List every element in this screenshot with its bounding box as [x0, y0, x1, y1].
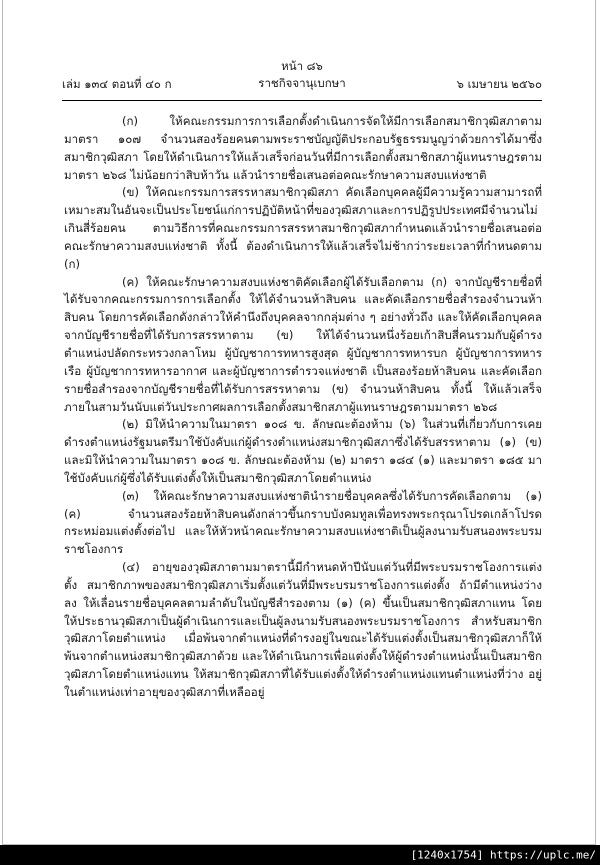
body-paragraph: (ค) ให้คณะรักษาความสงบแห่งชาติคัดเลือกผู้ได้รับเลือกตาม (ก) จากบัญชีรายชื่อที่ได้รับจากคณะกรรมการการเลือกตั้ง ให้ได้จำนวนห้าสิบคน และคัดเลือกรายชื่อสำรองจำนวนห้าสิบคน โดยการคัดเลือกดังกล่าวให้คำนึงถึงบุคคลจากกลุ่มต่าง ๆ อย่างทั่วถึง และให้คัดเลือกบุคคลจากบัญชีรายชื่อที่ได้รับการสรรหาตาม (ข) ให้ได้จำนวนหนึ่งร้อยเก้าสิบสี่คนรวมกับผู้ดำรงตำแหน่งปลัดกระทรวงกลาโหม ผู้บัญชาการทหารสูงสุด ผู้บัญชาการทหารบก ผู้บัญชาการทหารเรือ ผู้บัญชาการทหารอากาศ และผู้บัญชาการตำรวจแห่งชาติ เป็นสองร้อยห้าสิบคน และคัดเลือกรายชื่อสำรองจากบัญชีรายชื่อที่ได้รับการสรรหาตาม (ข) จำนวนห้าสิบคน ทั้งนี้ ให้แล้วเสร็จภายในสามวันนับแต่วันประกาศผลการเลือกตั้งสมาชิกสภาผู้แทนราษฎรตามมาตรา ๒๖๘: [64, 274, 542, 414]
volume-issue-label: เล่ม ๑๓๔ ตอนที่ ๔๐ ก: [62, 77, 172, 91]
header-divider-rule: [62, 100, 542, 101]
page-number-label: หน้า ๘๖: [281, 59, 323, 73]
body-paragraph: (๓) ให้คณะรักษาความสงบแห่งชาตินำรายชื่อบุคคลซึ่งได้รับการคัดเลือกตาม (๑) (ค) จำนวนสองร้อยห้าสิบคนดังกล่าวขึ้นกราบบังคมทูลเพื่อทรงพระกรุณาโปรดเกล้าโปรดกระหม่อมแต่งตั้งต่อไป และให้หัวหน้าคณะรักษาความสงบแห่งชาติเป็นผู้ลงนามรับสนองพระบรมราชโองการ: [64, 488, 542, 557]
body-paragraph: (๔) อายุของวุฒิสภาตามมาตรานี้มีกำหนดห้าปีนับแต่วันที่มีพระบรมราชโองการแต่งตั้ง สมาชิกภาพของสมาชิกวุฒิสภาเริ่มตั้งแต่วันที่มีพระบรมราชโองการแต่งตั้ง ถ้ามีตำแหน่งว่างลง ให้เลื่อนรายชื่อบุคคลตามลำดับในบัญชีสำรองตาม (๑) (ค) ขึ้นเป็นสมาชิกวุฒิสภาแทน โดยให้ประธานวุฒิสภาเป็นผู้ดำเนินการและเป็นผู้ลงนามรับสนองพระบรมราชโองการ สำหรับสมาชิกวุฒิสภาโดยตำแหน่ง เมื่อพ้นจากตำแหน่งที่ดำรงอยู่ในขณะได้รับแต่งตั้งเป็นสมาชิกวุฒิสภาก็ให้พ้นจากตำแหน่งสมาชิกวุฒิสภาด้วย และให้ดำเนินการเพื่อแต่งตั้งให้ผู้ดำรงตำแหน่งนั้นเป็นสมาชิกวุฒิสภาโดยตำแหน่งแทน ให้สมาชิกวุฒิสภาที่ได้รับแต่งตั้งให้ดำรงตำแหน่งแทนตำแหน่งที่ว่าง อยู่ในตำแหน่งเท่าอายุของวุฒิสภาที่เหลืออยู่: [64, 560, 542, 699]
document-body-text: [64, 113, 542, 702]
publication-date-label: ๖ เมษายน ๒๕๖๐: [456, 77, 542, 91]
gazette-title: ราชกิจจานุเบกษา: [258, 75, 346, 90]
document-page: [2, 0, 596, 845]
body-paragraph: (ข) ให้คณะกรรมการสรรหาสมาชิกวุฒิสภา คัดเลือกบุคคลผู้มีความรู้ความสามารถที่เหมาะสมในอันจะเป็นประโยชน์แก่การปฏิบัติหน้าที่ของวุฒิสภาและการปฏิรูปประเทศมีจำนวนไม่เกินสี่ร้อยคน ตามวิธีการที่คณะกรรมการสรรหาสมาชิกวุฒิสภากำหนดแล้วนำรายชื่อเสนอต่อคณะรักษาความสงบแห่งชาติ ทั้งนี้ ต้องดำเนินการให้แล้วเสร็จไม่ช้ากว่าระยะเวลาที่กำหนดตาม (ก): [64, 185, 542, 271]
body-paragraph: (ก) ให้คณะกรรมการการเลือกตั้งดำเนินการจัดให้มีการเลือกสมาชิกวุฒิสภาตามมาตรา ๑๐๗ จำนวนสองร้อยคนตามพระราชบัญญัติประกอบรัฐธรรมนูญว่าด้วยการได้มาซึ่งสมาชิกวุฒิสภา โดยให้ดำเนินการให้แล้วเสร็จก่อนวันที่มีการเลือกตั้งสมาชิกสภาผู้แทนราษฎรตามมาตรา ๒๖๘ ไม่น้อยกว่าสิบห้าวัน แล้วนำรายชื่อเสนอต่อคณะรักษาความสงบแห่งชาติ: [64, 114, 542, 182]
body-paragraph: (๒) มิให้นำความในมาตรา ๑๐๘ ข. ลักษณะต้องห้าม (๖) ในส่วนที่เกี่ยวกับการเคยดำรงตำแหน่งรัฐมนตรีมาใช้บังคับแก่ผู้ดำรงตำแหน่งสมาชิกวุฒิสภาซึ่งได้รับสรรหาตาม (๑) (ข) และมิให้นำความในมาตรา ๑๐๘ ข. ลักษณะต้องห้าม (๒) มาตรา ๑๘๔ (๑) และมาตรา ๑๘๕ มาใช้บังคับแก่ผู้ซึ่งได้รับแต่งตั้งให้เป็นสมาชิกวุฒิสภาโดยตำแหน่ง: [64, 417, 542, 485]
watermark-label: [1240x1754] https://uplc.me/: [410, 848, 596, 862]
gazette-running-head: [62, 58, 542, 100]
watermark-bar: [0, 845, 600, 865]
